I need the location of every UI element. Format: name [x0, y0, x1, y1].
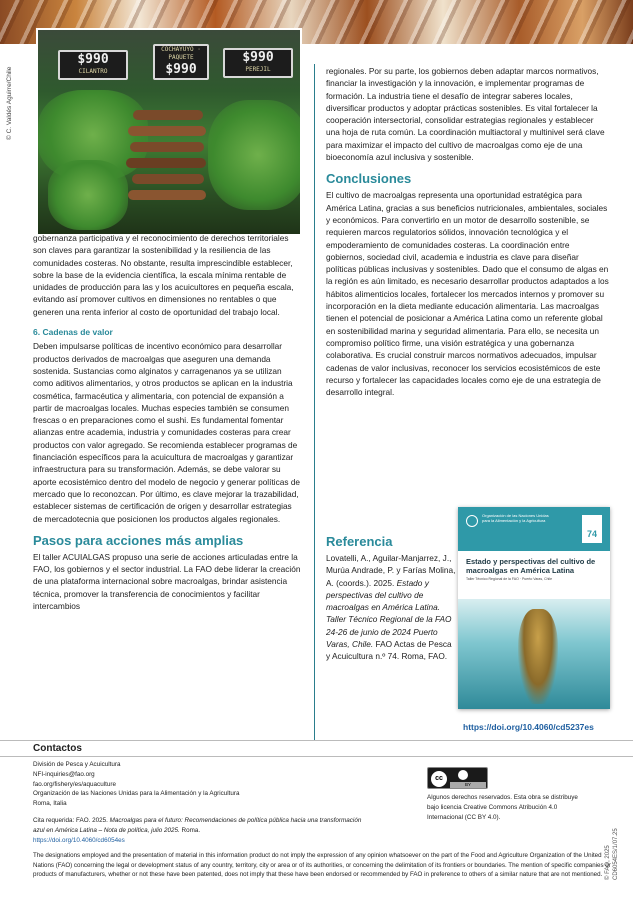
- seaweed-bundle: [133, 110, 203, 120]
- market-photo: [36, 28, 302, 236]
- citation-doi-link[interactable]: https://doi.org/10.4060/cd6054es: [33, 836, 125, 844]
- paragraph: El cultivo de macroalgas representa una oportunidad estratégica para América Latina, gracias a sus beneficios nutricionales, ambientales, sociales y económicos. Para convertirlo en un motor de desarrollo sostenible, se requieren marcos regulatorios sólidos, innovación tecnológica y el empoderamiento de comunidades costeras. La coordinación entre gobiernos, sociedad civil, academia e industria es clave para diseñar políticas públicas inclusivas y sostenibles. Dado que el consumo de algas en la región es aún limitado, es necesario desarrollar productos adaptados a los hábitos alimenticios locales, fortalecer los mercados internos y promover su incorporación en la dieta mediante educación alimentaria. Las macroalgas tienen el potencial de posicionar a América Latina como un referente global en sostenibilidad marina y seguridad alimentaria. Para ello, se necesita un compromiso político firme, una visión estratégica y una gobernanza colaborativa. Es crucial construir marcos normativos adecuados, impulsar cadenas de valor inclusivas, reconocer los servicios ecosistémicos de este recurso y fortalecer las capacidades locales como eje de una estrategia de desarrollo integral.: [326, 190, 609, 398]
- section-heading: Conclusiones: [326, 171, 412, 187]
- paragraph: El taller ACUIALGAS propuso una serie de acciones articuladas entre la FAO, los gobiernos y el sector industrial. La FAO debe liderar la creación de una plataforma internacional sobre macroalgas, brindar asistencia técnica, promover la transferencia de conocimientos y facilitar intercambios: [33, 551, 301, 612]
- contacts-title: Contactos: [33, 743, 82, 754]
- cover-title: Estado y perspectivas del cultivo de macroalgas en América Latina: [466, 557, 596, 575]
- contact-url-link[interactable]: fao.org/fishery/es/aquaculture: [33, 780, 116, 788]
- sign-price: $990: [165, 62, 197, 77]
- sign-name: CILANTRO: [78, 68, 108, 75]
- cc-by-label: BY: [450, 782, 486, 788]
- seaweed-bundle: [128, 126, 206, 136]
- paragraph: Deben impulsarse políticas de incentivo económico para desarrollar productos derivados de macroalgas que aseguren una demanda sostenida. Sustancias como alginatos y carragenanos ya se utilizan como aditivos alimentarios, y otros productos se aplican en la industria cosmética, farmacéutica y alimentaria, con potencial de expansión a partir de macroalgas locales. Muchas especies también se consumen frescas o en preparaciones como el sushi. Es fundamental fomentar alianzas entre academia, industria y comunidades costeras para crear productos con valor agregado. Se recomienda establecer programas de financiación específicos para la acuicultura de macroalgas y garantizar infraestructura para su transformación. Además, se debe valorar su aporte ecosistémico dentro del modelo de negocio y generar políticas de mercado que lo reconozcan. Por último, es clave mejorar la trazabilidad, establecer sistemas de certificación de origen y desarrollar estrategias de mercadotecnia que posicionen los productos algales regionales.: [33, 341, 301, 524]
- contact-line: Organización de las Naciones Unidas para la Alimentación y la Agricultura: [33, 790, 240, 798]
- contact-line: División de Pesca y Acuicultura: [33, 761, 121, 768]
- cover-subtitle: Taller Técnico Regional de la FAO · Puerto Varas, Chile: [466, 577, 553, 581]
- paragraph: gobernanza participativa y el reconocimiento de derechos territoriales son claves para garantizar la sostenibilidad y la resiliencia de las comunidades costeras. No obstante, resulta imprescindible establecer, sobre la base de la evidencia científica, la escala mínima rentable de unidades de producción para las y los acuicultores en pequeña escala, evitando así promover cultivos en dimensiones no rentables o que generen una renta inferior al costo de oportunidad del trabajo local.: [33, 233, 294, 317]
- price-sign: [153, 44, 209, 80]
- photo-credit: © C. Valdés Aguirre/Chile: [6, 66, 13, 140]
- citation-tail: Roma.: [181, 826, 201, 834]
- fao-logo-icon: [466, 515, 478, 527]
- price-sign: [223, 48, 293, 78]
- seaweed-bundle: [128, 190, 206, 200]
- sign-price: $990: [242, 50, 274, 65]
- contact-email-link[interactable]: NFI-inquiries@fao.org: [33, 770, 95, 778]
- job-code: CD6054ES/1/07.25: [613, 828, 619, 880]
- section-heading: Pasos para acciones más amplias: [33, 532, 244, 548]
- left-column: [33, 232, 301, 612]
- cover-header: [458, 507, 610, 551]
- column-divider: [314, 64, 315, 740]
- seaweed-bundle: [126, 158, 206, 168]
- greens-pile: [48, 160, 128, 230]
- paragraph: regionales. Por su parte, los gobiernos deben adaptar marcos normativos, financiar la investigación y la innovación, e implementar programas de formación. La industria tiene el desafío de integrar saberes locales, diversificar productos y adoptar prácticas sostenibles. Es vital fortalecer la cooperación intersectorial, consolidar estrategias regionales y establecer una hoja de ruta común. La coordinación multiactoral y multinivel será clave para maximizar el impacto del cultivo de macroalgas como eje de una bioeconomía azul inclusiva y sostenible.: [326, 66, 605, 163]
- copyright-line: © FAO, 2025: [605, 845, 611, 880]
- citation-title: Macroalgas para el futuro: Recomendaciones de política pública hacia una transformación azul en América Latina – Nota de política, julio 2025.: [33, 816, 362, 834]
- contact-line: Roma, Italia: [33, 800, 67, 808]
- publication-cover[interactable]: [458, 507, 610, 709]
- greens-pile: [208, 100, 302, 210]
- reference-authors: Lovatelli, A., Aguilar-Manjarrez, J., Murúa Andrade, P. y Farías Molina, A. (coords.). 2025.: [326, 553, 456, 588]
- person-icon: [458, 770, 468, 780]
- disclaimer: The designations employed and the presentation of material in this information product do not imply the expression of any opinion whatsoever on the part of the Food and Agriculture Organization of the United Nations (FAO) concerning the legal or development status of any country, territory, city or area or of its authorities, or concerning the delimitation of its frontiers or boundaries. The mention of specific companies or products of manufacturers, whether or not these have been patented, does not imply that these have been endorsed or recommended by FAO in preference to others of a similar nature that are not mentioned.: [33, 852, 611, 879]
- seaweed-bundle: [132, 174, 204, 184]
- price-sign: [58, 50, 128, 80]
- contacts-bar: [0, 740, 633, 757]
- reference-publisher: FAO Actas de Pesca y Acuicultura n.º 74. Roma, FAO.: [326, 639, 452, 662]
- cover-number: 74: [582, 515, 602, 543]
- cc-license-badge[interactable]: [427, 767, 488, 789]
- citation-lead: Cita requerida: FAO. 2025.: [33, 816, 108, 824]
- sign-price: $990: [77, 52, 109, 67]
- cover-image: [458, 599, 610, 709]
- sign-name: PEREJIL: [245, 66, 271, 73]
- reference-doi-link[interactable]: https://doi.org/10.4060/cd5237es: [463, 722, 594, 732]
- section-heading: Referencia: [326, 534, 393, 549]
- reference-text: [326, 552, 458, 663]
- license-text: Algunos derechos reservados. Esta obra se distribuye bajo licencia Creative Commons Atribución 4.0 Internacional (CC BY 4.0).: [427, 794, 578, 821]
- reference-block: [326, 534, 458, 663]
- kelp-image: [518, 609, 558, 704]
- section-heading: 6. Cadenas de valor: [33, 327, 113, 338]
- reference-title: Estado y perspectivas del cultivo de macroalgas en América Latina. Taller Técnico Regional de la FAO 24-26 de junio de 2024 Puerto Varas, Chile.: [326, 577, 452, 650]
- sign-name: COCHAYUYO · PAQUETE: [161, 46, 201, 61]
- citation: [33, 816, 363, 836]
- cover-org: Organización de las Naciones Unidas para la Alimentación y la Agricultura: [482, 513, 549, 523]
- right-column: [326, 65, 609, 398]
- seaweed-bundle: [130, 142, 204, 152]
- cc-icon: cc: [431, 771, 447, 787]
- contacts-block: [33, 760, 363, 845]
